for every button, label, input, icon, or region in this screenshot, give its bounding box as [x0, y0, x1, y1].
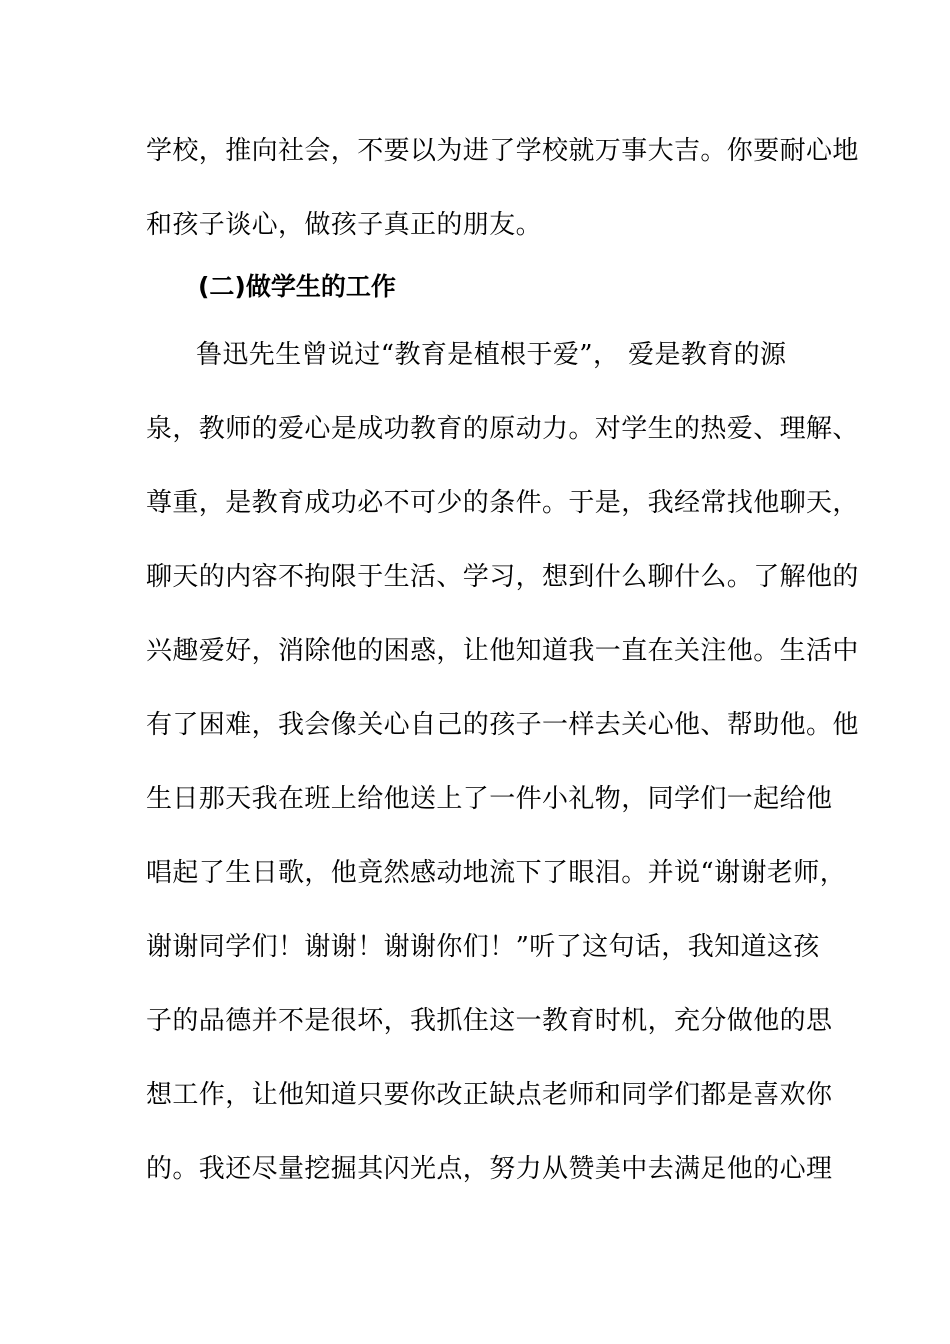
paragraph-line: 的。我还尽量挖掘其闪光点，努力从赞美中去满足他的心理 — [146, 1154, 833, 1184]
paragraph-line: 和孩子谈心，做孩子真正的朋友。 — [146, 210, 543, 240]
paragraph-line: 有了困难，我会像关心自己的孩子一样去关心他、帮助他。他 — [146, 710, 859, 740]
paragraph-line: 谢谢同学们！谢谢！谢谢你们！”听了这句话，我知道这孩 — [146, 932, 820, 962]
paragraph-line: 生日那天我在班上给他送上了一件小礼物，同学们一起给他 — [146, 784, 833, 814]
paragraph-line: 子的品德并不是很坏，我抓住这一教育时机，充分做他的思 — [146, 1006, 833, 1036]
paragraph-line: 想工作，让他知道只要你改正缺点老师和同学们都是喜欢你 — [146, 1080, 833, 1110]
paragraph-line: 聊天的内容不拘限于生活、学习，想到什么聊什么。了解他的 — [146, 562, 859, 592]
paragraph-line: 唱起了生日歌，他竟然感动地流下了眼泪。并说“谢谢老师， — [146, 858, 847, 888]
paragraph-line: 兴趣爱好，消除他的困惑，让他知道我一直在关注他。生活中 — [146, 636, 859, 666]
paragraph-line: 尊重，是教育成功必不可少的条件。于是，我经常找他聊天， — [146, 488, 859, 518]
paragraph-line: 学校，推向社会，不要以为进了学校就万事大吉。你要耐心地 — [146, 136, 859, 166]
paragraph-line: 泉，教师的爱心是成功教育的原动力。对学生的热爱、理解、 — [146, 414, 859, 444]
paragraph-line: 鲁迅先生曾说过“教育是植根于爱”， 爱是教育的源 — [196, 340, 787, 370]
section-heading: (二)做学生的工作 — [198, 272, 396, 301]
